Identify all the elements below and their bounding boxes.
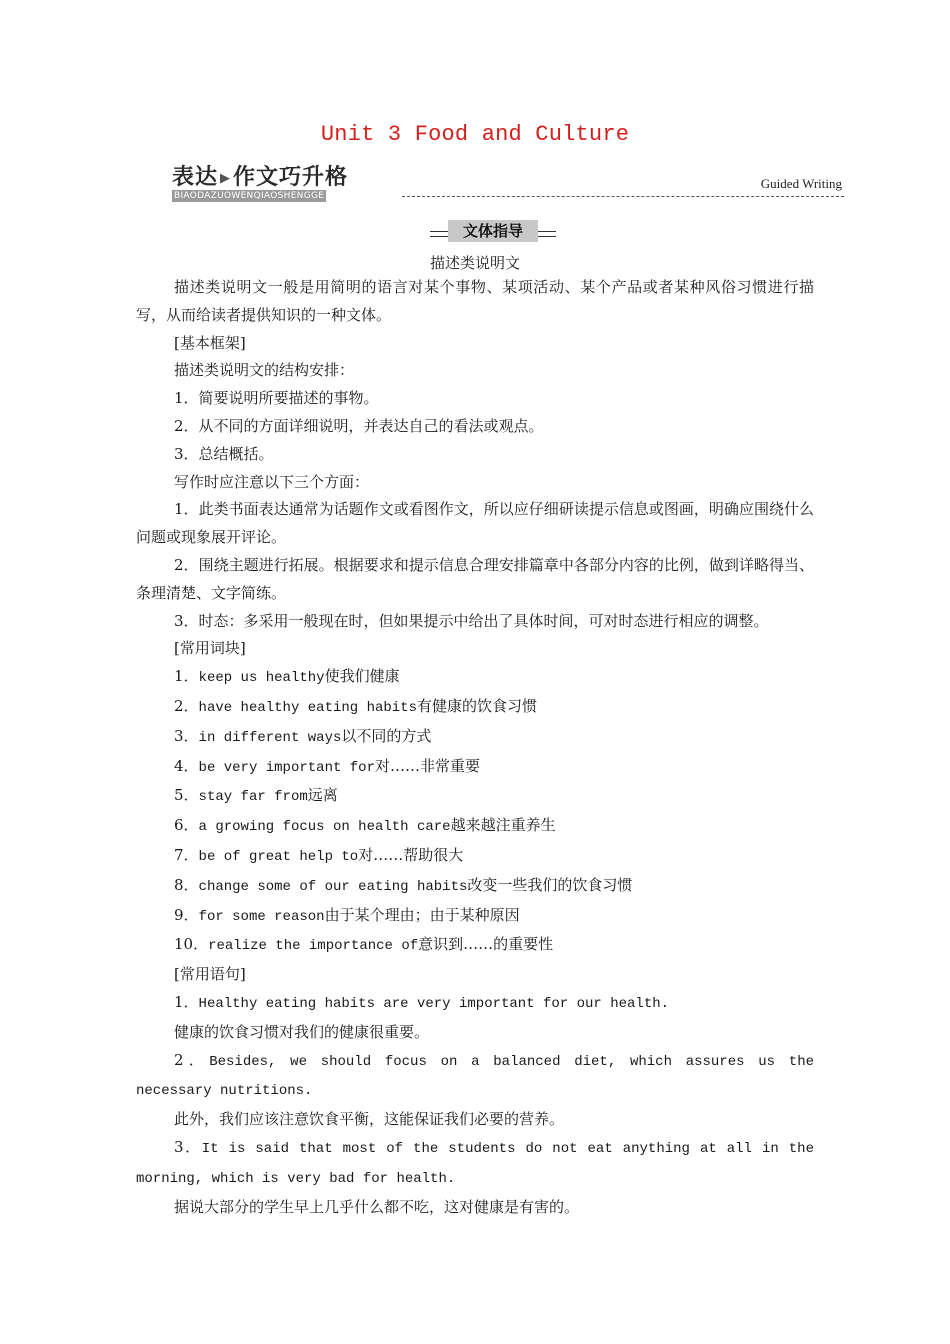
paragraph bbox=[136, 1106, 814, 1134]
paragraph bbox=[136, 357, 814, 385]
paragraph bbox=[136, 496, 814, 552]
item-number: 3． bbox=[174, 1137, 202, 1156]
paragraph bbox=[136, 635, 814, 663]
english-phrase: stay far from bbox=[198, 789, 308, 806]
item-number: 1． bbox=[174, 992, 199, 1011]
item-number: 10． bbox=[174, 935, 209, 954]
paragraph-text: 描述类说明文一般是用简明的语言对某个事物、某项活动、某个产品或者某种风俗习惯进行描写，从而给读者提供知识的一种文体。 bbox=[136, 278, 814, 324]
paragraph-text: 写作时应注意以下三个方面： bbox=[174, 472, 370, 491]
chinese-gloss: 对……帮助很大 bbox=[358, 845, 464, 864]
paragraph-text: 1．此类书面表达通常为话题作文或看图作文，所以应仔细研读提示信息或图画，明确应围绕什么问题或现象展开评论。 bbox=[136, 500, 814, 547]
document-body bbox=[136, 274, 814, 1221]
paragraph-text: 3．时态：多采用一般现在时，但如果提示中给出了具体时间，可对时态进行相应的调整。 bbox=[174, 611, 769, 630]
item-number: 7． bbox=[174, 845, 199, 864]
item-number: 8． bbox=[174, 875, 199, 894]
english-phrase: realize the importance of bbox=[208, 938, 419, 955]
english-phrase: be of great help to bbox=[198, 848, 359, 865]
paragraph bbox=[136, 961, 814, 989]
paragraph bbox=[136, 330, 814, 358]
english-phrase: have healthy eating habits bbox=[198, 699, 417, 716]
paragraph bbox=[136, 1019, 814, 1047]
paragraph-text: 3．总结概括。 bbox=[174, 444, 274, 463]
paragraph-text: 健康的饮食习惯对我们的健康很重要。 bbox=[174, 1022, 430, 1041]
paragraph-text: 1．简要说明所要描述的事物。 bbox=[174, 389, 379, 408]
item-number: 9． bbox=[174, 905, 199, 924]
paragraph bbox=[136, 469, 814, 497]
english-phrase: keep us healthy bbox=[198, 670, 325, 687]
chinese-gloss: 对……非常重要 bbox=[374, 756, 480, 775]
paragraph bbox=[136, 1194, 814, 1222]
paragraph bbox=[136, 413, 814, 441]
item-number: 5． bbox=[174, 786, 199, 805]
paragraph-text: [基本框架] bbox=[174, 333, 246, 352]
english-phrase: a growing focus on health care bbox=[198, 819, 451, 836]
arrow-icon: ▶ bbox=[220, 170, 232, 186]
paragraph-text: 描述类说明文的结构安排： bbox=[174, 361, 355, 380]
item-number: 1． bbox=[174, 667, 199, 686]
paragraph-text: 据说大部分的学生早上几乎什么都不吃，这对健康是有害的。 bbox=[174, 1197, 580, 1216]
paragraph bbox=[136, 723, 814, 753]
chinese-gloss: 远离 bbox=[307, 786, 338, 805]
english-phrase: be very important for bbox=[198, 759, 375, 776]
paragraph bbox=[136, 274, 814, 330]
banner-heading-a: 表达 bbox=[172, 165, 219, 190]
banner-pinyin: BIAODAZUOWENQIAOSHENGGE bbox=[174, 191, 325, 201]
paragraph bbox=[136, 441, 814, 469]
paragraph bbox=[136, 663, 814, 693]
banner-english-label: Guided Writing bbox=[760, 176, 842, 191]
paragraph bbox=[136, 989, 814, 1019]
banner-heading bbox=[172, 160, 348, 191]
paragraph bbox=[136, 1047, 814, 1107]
english-phrase: Besides, we should focus on a balanced diet, which assures us the necessary nutritions. bbox=[136, 1053, 814, 1100]
paragraph-text: 2．从不同的方面详细说明，并表达自己的看法或观点。 bbox=[174, 416, 544, 435]
section-subheading: 描述类说明文 bbox=[429, 254, 520, 272]
chinese-gloss: 有健康的饮食习惯 bbox=[416, 696, 537, 715]
page-title: Unit 3 Food and Culture bbox=[320, 122, 630, 147]
paragraph bbox=[136, 902, 814, 932]
paragraph-text: [常用词块] bbox=[174, 639, 246, 658]
english-phrase: for some reason bbox=[198, 908, 325, 925]
section-tag-label: 文体指导 bbox=[448, 220, 538, 242]
chinese-gloss: 越来越注重养生 bbox=[450, 816, 556, 835]
chinese-gloss: 以不同的方式 bbox=[341, 726, 432, 745]
item-number: 4． bbox=[174, 756, 199, 775]
item-number: 2． bbox=[174, 1050, 210, 1069]
paragraph bbox=[136, 753, 814, 783]
banner-divider bbox=[402, 196, 844, 197]
english-phrase: in different ways bbox=[198, 729, 342, 746]
paragraph bbox=[136, 872, 814, 902]
paragraph bbox=[136, 931, 814, 961]
item-number: 3． bbox=[174, 726, 199, 745]
english-phrase: Healthy eating habits are very important for our health. bbox=[198, 995, 670, 1012]
paragraph-text: 此外，我们应该注意饮食平衡，这能保证我们必要的营养。 bbox=[174, 1110, 565, 1129]
paragraph bbox=[136, 782, 814, 812]
english-phrase: change some of our eating habits bbox=[198, 878, 468, 895]
paragraph bbox=[136, 812, 814, 842]
section-tag bbox=[430, 220, 556, 242]
paragraph-text: 2．围绕主题进行拓展。根据要求和提示信息合理安排篇章中各部分内容的比例，做到详略得当、条理清楚、文字简练。 bbox=[136, 555, 814, 602]
english-phrase: It is said that most of the students do not eat anything at all in the morning, which is very bad for health. bbox=[136, 1140, 814, 1187]
paragraph bbox=[136, 552, 814, 608]
paragraph bbox=[136, 842, 814, 872]
chinese-gloss: 意识到……的重要性 bbox=[418, 935, 554, 954]
paragraph-text: [常用语句] bbox=[174, 965, 246, 984]
chinese-gloss: 使我们健康 bbox=[324, 667, 400, 686]
chinese-gloss: 改变一些我们的饮食习惯 bbox=[467, 875, 633, 894]
item-number: 6． bbox=[174, 816, 199, 835]
item-number: 2． bbox=[174, 696, 199, 715]
paragraph bbox=[136, 1134, 814, 1194]
banner-heading-b: 作文巧升格 bbox=[233, 165, 349, 190]
paragraph bbox=[136, 385, 814, 413]
chinese-gloss: 由于某个理由；由于某种原因 bbox=[324, 905, 520, 924]
paragraph bbox=[136, 608, 814, 636]
section-banner bbox=[172, 160, 844, 206]
paragraph bbox=[136, 693, 814, 723]
